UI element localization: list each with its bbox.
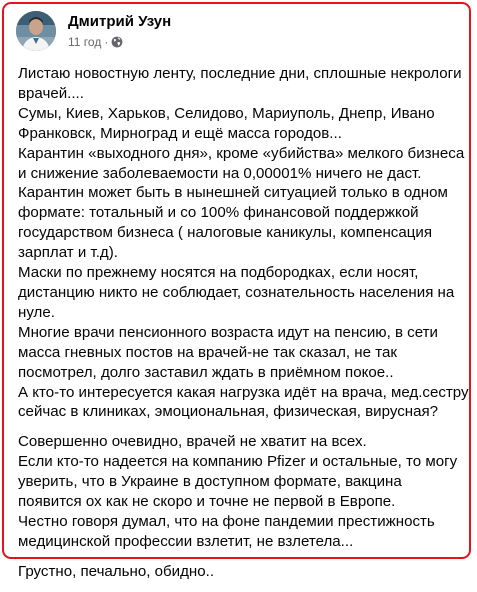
post-text-line: уверить, что в Украине в доступном формате, вакцина (18, 473, 402, 491)
post-timestamp[interactable]: 11 год (68, 35, 102, 49)
post-text-line: сейчас в клиниках, эмоциональная, физическая, вирусная? (18, 403, 439, 421)
avatar-photo (16, 11, 56, 51)
post-text-line: зарплат и т.д). (18, 244, 118, 262)
post-text-line: Сумы, Киев, Харьков, Селидово, Мариуполь, Днепр, Ивано (18, 104, 435, 122)
post-text-line: нуле. (18, 303, 55, 321)
author-name[interactable]: Дмитрий Узун (68, 13, 172, 30)
post-text-line: посмотрел, долго заставил ждать в приёмном покое.. (18, 363, 394, 381)
post-text-line: государством бизнеса ( налоговые каникулы, компенсация (18, 224, 433, 242)
post-meta (68, 35, 123, 49)
post-text-line: масса гневных постов на врачей-не так сказал, не так (18, 343, 397, 361)
post-text-line: Если кто-то надеется на компанию Pfizer и остальные, то могу (18, 453, 458, 471)
post-text-line: Грустно, печально, обидно.. (18, 562, 215, 580)
post-text-line: формате: тотальный и со 100% финансовой поддержкой (18, 204, 419, 222)
post-text-line: Карантин может быть в нынешней ситуацией только в одном (18, 184, 448, 202)
globe-icon[interactable] (111, 36, 123, 48)
post-body (18, 64, 469, 592)
post-card (2, 2, 471, 580)
post-paragraph (18, 432, 463, 551)
post-text-line: Многие врачи пенсионного возраста идут на пенсию, в сети (18, 323, 438, 341)
post-text-line: Честно говоря думал, что на фоне пандемии престижность (18, 512, 435, 530)
post-text-line: Совершенно очевидно, врачей не хватит на всех. (18, 433, 367, 451)
post-text-line: появится ох как не скоро и точне не первой в Европе. (18, 493, 396, 511)
post-text-line: и снижение заболеваемости на 0,00001% ничего не даст. (18, 164, 422, 182)
post-text-line: врачей.... (18, 84, 84, 102)
post-text-line: медицинской профессии взлетит, не взлетела... (18, 532, 354, 550)
post-text-line: Листаю новостную ленту, последние дни, сплошные некрологи (18, 65, 462, 82)
post-text-line: А кто-то интересуется какая нагрузка идёт на врача, мед.сестру (18, 383, 469, 401)
post-paragraph (18, 64, 469, 422)
post-text-line: Франковск, Мирноград и ещё масса городов... (18, 124, 342, 142)
post-text-line: Маски по прежнему носятся на подбородках, если носят, (18, 264, 419, 282)
author-avatar[interactable] (16, 11, 56, 51)
post-text-line: Карантин «выходного дня», кроме «убийства» мелкого бизнеса (18, 144, 465, 162)
post-text-line: дистанцию никто не соблюдает, сознательность населения на (18, 283, 455, 301)
meta-separator: · (104, 35, 109, 49)
